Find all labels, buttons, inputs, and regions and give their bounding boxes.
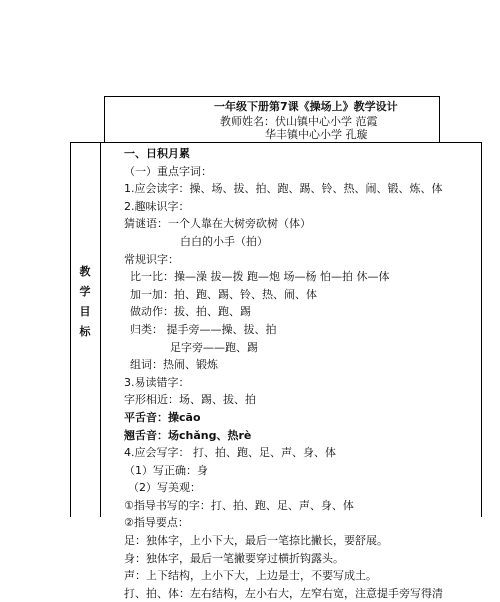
teacher-line-2: 华丰镇中心小学 孔璇 (265, 128, 368, 141)
content-line: 比一比：操—澡 拔—拨 跑—炮 场—杨 怕—拍 休—体 (130, 270, 390, 284)
content-line: 字形相近：场、踢、拔、拍 (124, 393, 256, 407)
content-line: 足字旁——跑、踢 (170, 340, 258, 354)
side-label-teaching-goals (70, 262, 100, 342)
lesson-content (124, 145, 484, 602)
content-line: 做动作：拔、拍、跑、踢 (130, 305, 251, 319)
content-line: 白白的小手（拍） (180, 234, 268, 248)
content-line: 1.应会读字：操、场、拔、拍、跑、踢、铃、热、闹、锻、炼、体 (124, 182, 443, 196)
table-top-border (70, 142, 482, 143)
content-line: ②指导要点： (124, 516, 189, 530)
content-line: （1）写正确：身 (124, 463, 208, 477)
content-line: 身：独体字，最后一笔撇要穿过横折钩露头。 (124, 551, 344, 565)
content-line: 加一加：拍、跑、踢、铃、热、闹、体 (130, 287, 317, 301)
content-line: 组词：热闹、锻炼 (130, 358, 218, 372)
content-line: 一、日积月累 (124, 147, 190, 160)
side-label-char: 学 (79, 285, 91, 298)
header-top-border (104, 96, 440, 97)
content-line: ①指导书写的字：打、拍、跑、足、声、身、体 (124, 498, 354, 512)
content-line: 猜谜语：一个人靠在大树旁砍树（体） (124, 217, 311, 231)
side-label-char: 目 (79, 305, 91, 318)
content-line: 常规识字： (124, 252, 179, 266)
content-line: 翘舌音：场chǎng、热rè (124, 428, 252, 442)
content-line: 平舌音：操cāo (124, 410, 201, 424)
content-line: 2.趣味识字： (124, 199, 190, 213)
teacher-line-1: 教师姓名：伏山镇中心小学 范霞 (220, 115, 378, 128)
content-line: 归类： 提手旁——操、拔、拍 (130, 322, 277, 336)
side-label-char: 教 (79, 265, 91, 278)
content-line: 3.易读错字： (124, 375, 190, 389)
content-line: 声：上下结构，上小下大，上边是士，不要写成土。 (124, 569, 377, 583)
content-line: 4.应会写字： 打、拍、跑、足、声、身、体 (124, 446, 336, 460)
table-divider (100, 142, 101, 517)
side-label-char: 标 (79, 325, 91, 338)
header-right-border (439, 96, 440, 142)
page-title: 一年级下册第7课《操场上》教学设计 (214, 100, 398, 113)
content-line: 足：独体字，上小下大，最后一笔捺比撇长，要舒展。 (124, 534, 388, 548)
content-line: （一）重点字词： (124, 164, 212, 178)
header-left-border (104, 96, 105, 142)
content-line: 打、拍、体：左右结构，左小右大，左窄右宽，注意提手旁写得清 (124, 586, 443, 600)
content-line: （2）写美观： (128, 481, 201, 495)
